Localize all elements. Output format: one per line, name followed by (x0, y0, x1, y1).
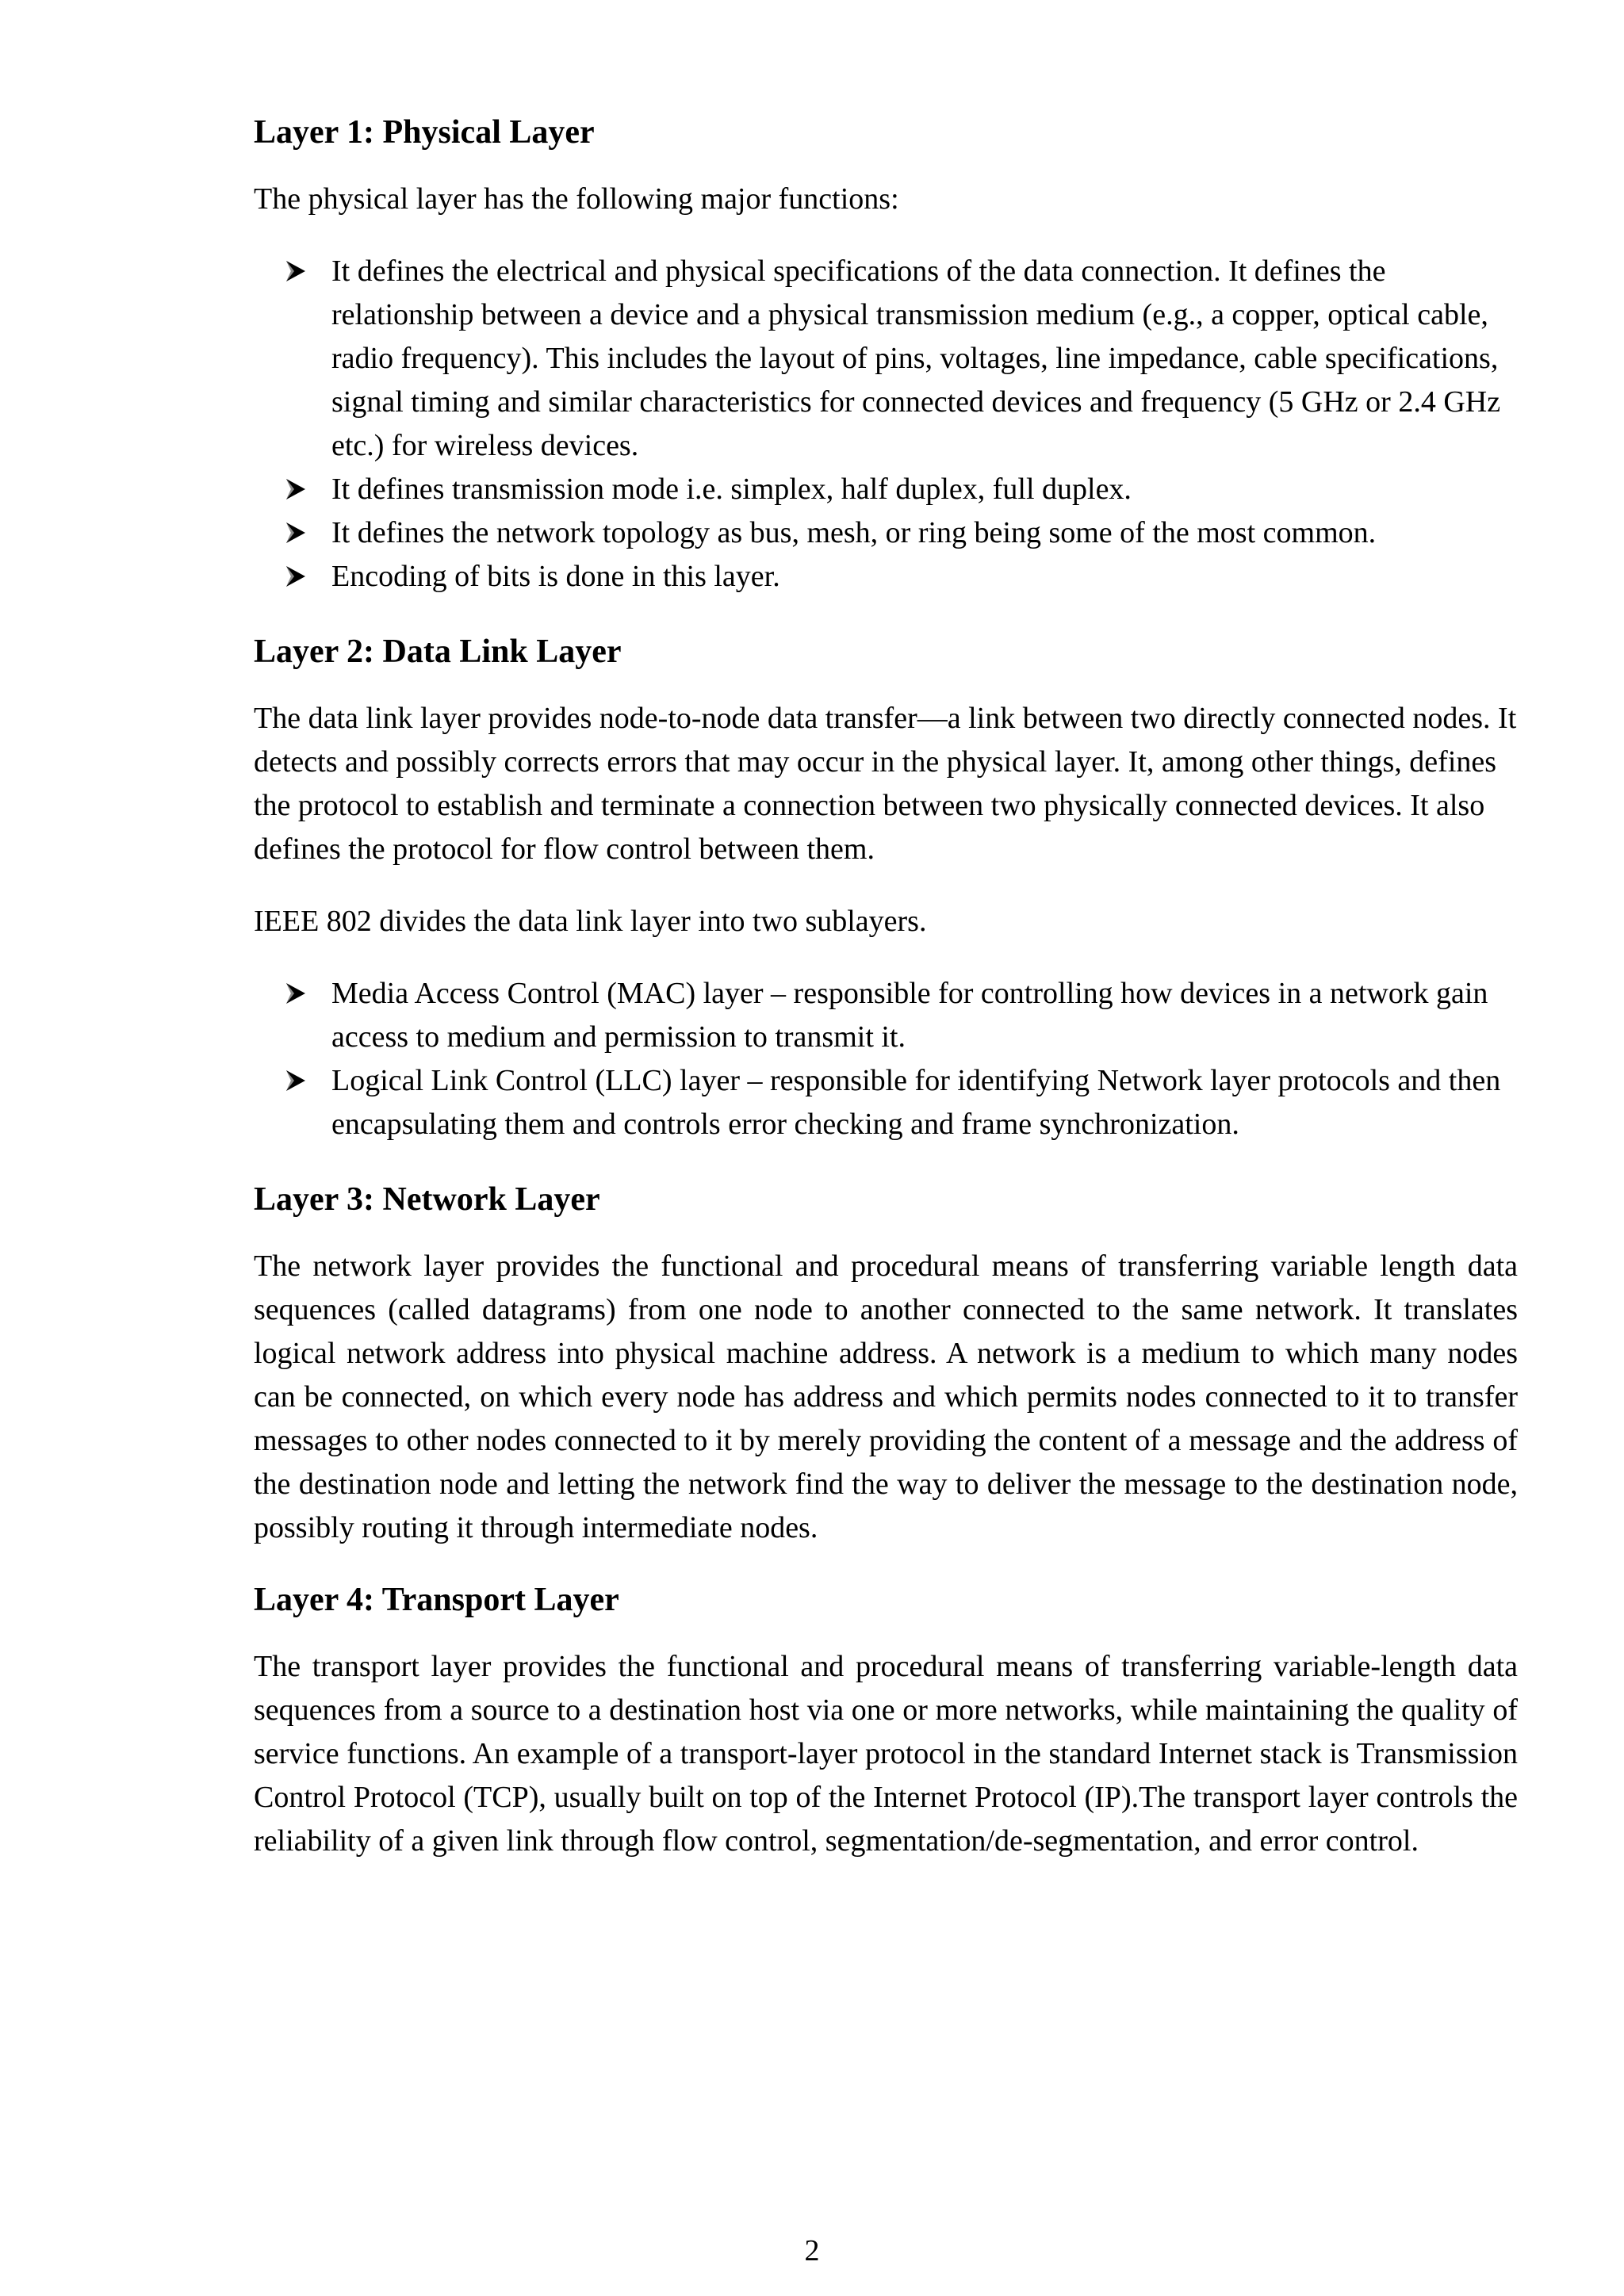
list-item (254, 555, 1518, 599)
list-item (254, 1059, 1518, 1146)
heading-layer-1: Layer 1: Physical Layer (254, 114, 595, 151)
list-item-text: It defines the electrical and physical specifications of the data connection. It defines the relationship between a device and a physical transmission medium (e.g., a copper, optical cable, radio frequency). This includes the layout of pins, voltages, line impedance, cable specifications, signal timing and similar characteristics for connected devices and frequency (5 GHz or 2.4 GHz etc.) for wireless devices. (331, 254, 1501, 462)
section-network-layer (254, 1178, 1518, 1550)
page-number: 2 (804, 2234, 820, 2267)
layer-1-bullet-list (254, 250, 1518, 599)
list-item-text: Encoding of bits is done in this layer. (331, 560, 780, 593)
layer-3-paragraph: The network layer provides the functional and procedural means of transferring variable length data sequences (called datagrams) from one node to another connected to the same network. It translates logical network address into physical machine address. A network is a medium to which many nodes can be connected, on which every node has address and which permits nodes connected to it to transfer messages to other nodes connected to it by merely providing the content of a message and the address of the destination node and letting the network find the way to deliver the message to the destination node, possibly routing it through intermediate nodes. (254, 1249, 1518, 1544)
layer-2-bullet-list (254, 972, 1518, 1146)
arrowhead-bullet-icon (285, 260, 306, 282)
arrowhead-bullet-icon (285, 565, 306, 587)
list-item (254, 972, 1518, 1059)
list-item-text: It defines transmission mode i.e. simplex, half duplex, full duplex. (331, 473, 1132, 506)
document-page (254, 111, 1518, 1892)
section-transport-layer (254, 1578, 1518, 1863)
heading-layer-4: Layer 4: Transport Layer (254, 1582, 619, 1618)
section-physical-layer (254, 111, 1518, 599)
layer-2-sublayers-intro: IEEE 802 divides the data link layer into two sublayers. (254, 905, 927, 938)
list-item-text: Logical Link Control (LLC) layer – responsible for identifying Network layer protocols and then encapsulating them and controls error checking and frame synchronization. (331, 1064, 1501, 1141)
arrowhead-bullet-icon (285, 478, 306, 500)
arrowhead-bullet-icon (285, 982, 306, 1004)
arrowhead-bullet-icon (285, 522, 306, 544)
list-item (254, 468, 1518, 511)
heading-layer-3: Layer 3: Network Layer (254, 1181, 600, 1218)
list-item (254, 511, 1518, 555)
heading-layer-2: Layer 2: Data Link Layer (254, 633, 622, 670)
list-item-text: Media Access Control (MAC) layer – responsible for controlling how devices in a network gain access to medium and permission to transmit it. (331, 977, 1488, 1054)
layer-4-paragraph: The transport layer provides the functional and procedural means of transferring variable-length data sequences from a source to a destination host via one or more networks, while maintaining the quality of service functions. An example of a transport-layer protocol in the standard Internet stack is Transmission Control Protocol (TCP), usually built on top of the Internet Protocol (IP).The transport layer controls the reliability of a given link through flow control, segmentation/de-segmentation, and error control. (254, 1650, 1518, 1858)
list-item (254, 250, 1518, 468)
arrowhead-bullet-icon (285, 1070, 306, 1092)
list-item-text: It defines the network topology as bus, mesh, or ring being some of the most common. (331, 516, 1377, 549)
layer-2-paragraph: The data link layer provides node-to-node data transfer—a link between two directly connected nodes. It detects and possibly corrects errors that may occur in the physical layer. It, among other things, defines the protocol to establish and terminate a connection between two physically connected devices. It also defines the protocol for flow control between them. (254, 702, 1517, 866)
layer-1-intro: The physical layer has the following major functions: (254, 182, 899, 216)
section-data-link-layer (254, 630, 1518, 1146)
